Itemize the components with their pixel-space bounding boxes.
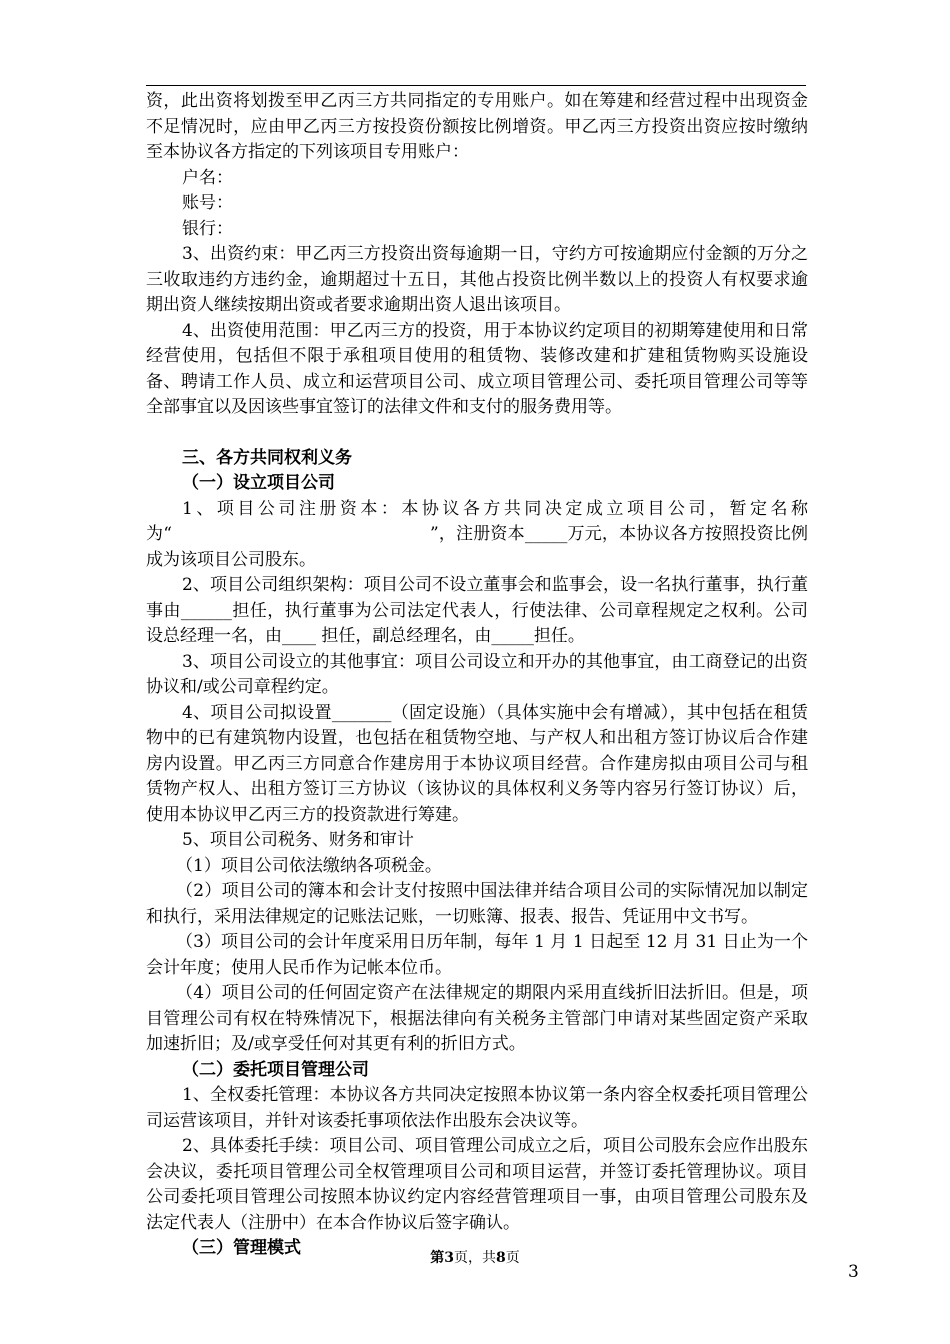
registered-capital-blank: _____ [524,524,568,544]
account-name-line: 户名： [182,167,233,188]
organization-text-a: 2、项目公司组织架构：项目公司不设立董事会和监事会，设一名执行董事，执行董事由 [146,575,808,621]
paragraph-facilities [146,701,808,829]
director-blank: ______ [180,600,232,621]
subsection-heading-management: （三）管理模式 [182,1238,301,1258]
facilities-text-a: 4、项目公司拟设置 [182,702,332,723]
section-heading-rights: 三、各方共同权利义务 [182,447,352,468]
registered-capital-text-end: 万元，本协议各方按照投资比例成为该项目公司股东。 [146,524,809,570]
organization-text-b: 担任，执行董事为公司法定代表人，行使法律、公司章程规定之权利。公司设总经理一名，由 [146,600,809,646]
clause-fiscal-year: （3）项目公司的会计年度采用日历年制，每年 1 月 1 日起至 12 月 31 日止为一个会计年度；使用人民币作为记帐本位币。 [146,932,808,978]
header-rule [146,85,806,86]
document-body [146,89,808,1262]
facilities-text-b: （固定设施）（具体实施中会有增减），其中包括在租赁物中的已有建筑物内设置，也包括在租赁物空地、与产权人和出租方签订协议后合作建房内设置。甲乙丙三方同意合作建房用于本协议项目经营。合作建房拟由项目公司与租赁物产权人、出租方签订三方协议（该协议的具体权利义务等内容另行签订协议）后，使用本协议甲乙丙三方的投资款进行筹建。 [146,702,808,825]
page-footer [0,1247,950,1267]
subsection-heading-entrust: （二）委托项目管理公司 [182,1059,369,1080]
manager-blank: ____ [282,626,316,646]
subsection-heading-company: （一）设立项目公司 [182,473,335,493]
paragraph-other-matters: 3、项目公司设立的其他事宜：项目公司设立和开办的其他事宜，由工商登记的出资协议和/或公司章程约定。 [146,651,808,697]
bank-line: 银行： [182,218,233,239]
registered-capital-text: 1、项目公司注册资本：本协议各方共同决定成立项目公司，暂定名称为“ ”，注册资本 [146,498,808,544]
paragraph-organization [146,573,808,650]
clause-depreciation: （4）项目公司的任何固定资产在法律规定的期限内采用直线折旧法折旧。但是，项目管理公司有权在特殊情况下，根据法律向有关税务主管部门申请对某些固定资产采取加速折旧；及/或享受任何对其更有利的折旧方式。 [146,983,808,1054]
clause-tax: （1）项目公司依法缴纳各项税金。 [176,855,442,876]
account-number-line: 账号： [182,193,233,213]
organization-text-c: 担任，副总经理名，由 [316,626,492,646]
paragraph-capital-constraint: 3、出资约束：甲乙丙三方投资出资每逾期一日，守约方可按逾期应付金额的万分之三收取违约方违约金，逾期超过十五日，其他占投资比例半数以上的投资人有权要求逾期出资人继续按期出资或者要求逾期出资人退出该项目。 [146,244,808,315]
corner-page-number: 3 [848,1262,859,1282]
footer-total: 8 [496,1250,506,1266]
footer-page: 3 [444,1250,454,1266]
footer-suffix: 页 [505,1250,520,1266]
organization-text-d: 担任。 [533,626,585,646]
paragraph-full-entrust: 1、全权委托管理：本协议各方共同决定按照本协议第一条内容全权委托项目管理公司运营该项目，并针对该委托事项依法作出股东会决议等。 [146,1085,808,1131]
paragraph-capital-account: 资，此出资将划拨至甲乙丙三方共同指定的专用账户。如在筹建和经营过程中出现资金不足情况时，应由甲乙丙三方按投资份额按比例增资。甲乙丙三方投资出资应按时缴纳至本协议各方指定的下列该项目专用账户： [146,91,808,162]
paragraph-entrust-procedure: 2、具体委托手续：项目公司、项目管理公司成立之后，项目公司股东会应作出股东会决议，委托项目管理公司全权管理项目公司和项目运营，并签订委托管理协议。项目公司委托项目管理公司按照本协议约定内容经营管理项目一事，由项目管理公司股东及法定代表人（注册中）在本合作协议后签字确认。 [146,1136,808,1233]
deputy-blank: _____ [491,626,534,646]
paragraph-capital-usage: 4、出资使用范围：甲乙丙三方的投资，用于本协议约定项目的初期筹建使用和日常经营使用，包括但不限于承租项目使用的租赁物、装修改建和扩建租赁物购买设施设备、聘请工作人员、成立和运营项目公司、成立项目管理公司、委托项目管理公司等等全部事宜以及因该些事宜签订的法律文件和支付的服务费用等。 [146,320,808,417]
footer-middle: 页，共 [454,1250,496,1266]
paragraph-registered-capital [146,497,808,574]
footer-prefix: 第 [430,1250,445,1266]
paragraph-tax-finance: 5、项目公司税务、财务和审计 [182,830,414,850]
clause-accounting: （2）项目公司的簿本和会计支付按照中国法律并结合项目公司的实际情况加以制定和执行，采用法律规定的记账法记账，一切账簿、报表、报告、凭证用中文书写。 [146,881,808,927]
facilities-blank: _______ [331,702,392,723]
